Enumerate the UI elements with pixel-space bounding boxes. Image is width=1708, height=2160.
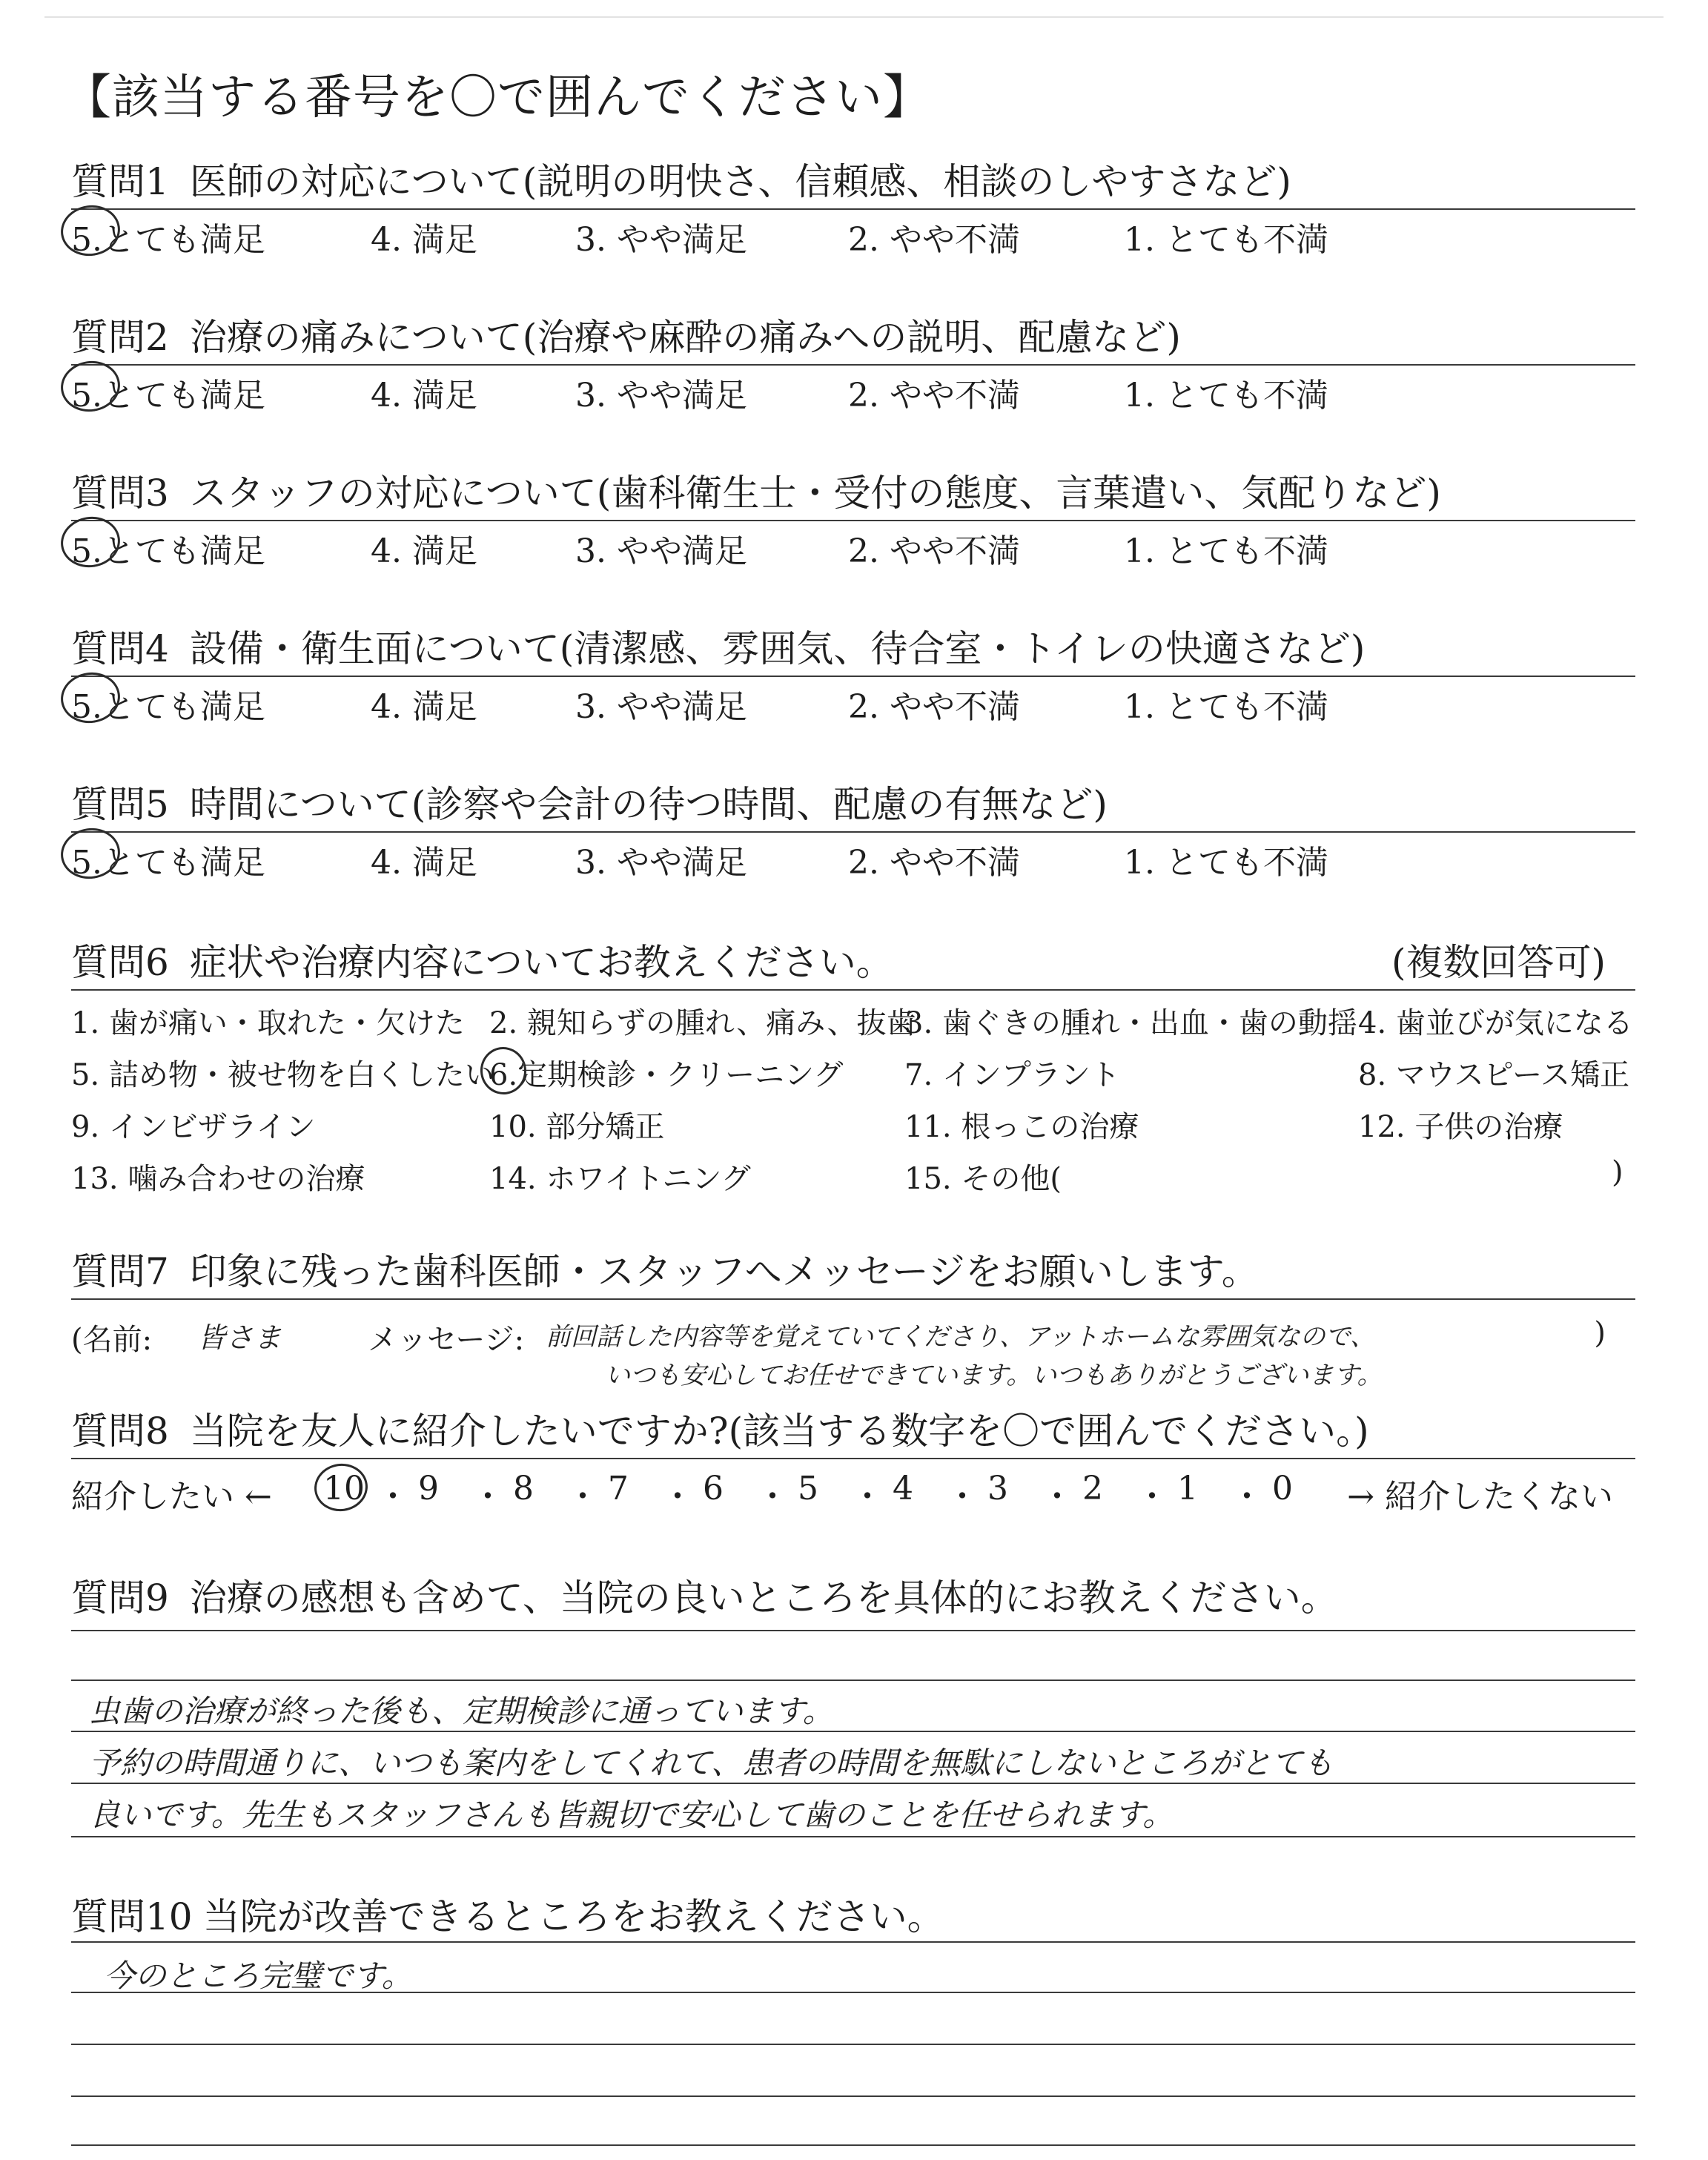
rating-options — [71, 366, 1635, 417]
rating-option[interactable]: 4. 満足 — [371, 532, 477, 570]
question-label: 質問4 — [71, 627, 169, 670]
scale-left-label: 紹介したい ← — [71, 1478, 272, 1516]
symptom-option[interactable]: 15. その他( — [904, 1162, 1062, 1196]
symptom-option[interactable]: 1. 歯が痛い・取れた・欠けた — [71, 1006, 465, 1040]
scale-separator-dot: ・ — [851, 1478, 884, 1516]
question-5 — [71, 775, 1635, 885]
scale-separator-dot: ・ — [1231, 1478, 1263, 1516]
answer-rule — [71, 1836, 1635, 1837]
rating-option[interactable]: 4. 満足 — [371, 844, 477, 882]
answer-rule — [71, 1630, 1635, 1631]
question-label: 質問1 — [71, 160, 169, 203]
question-label: 質問5 — [71, 783, 169, 826]
question-text: 当院を友人に紹介したいですか?(該当する数字を〇で囲んでください。) — [189, 1410, 1369, 1453]
answer-rule — [71, 1941, 1635, 1943]
question-1 — [71, 152, 1635, 262]
rating-option[interactable]: 3. やや満足 — [575, 844, 747, 882]
question-text: 設備・衛生面について(清潔感、雰囲気、待合室・トイレの快適さなど) — [189, 627, 1366, 670]
referral-score[interactable]: 1 — [1177, 1470, 1198, 1507]
question-label: 質問3 — [71, 472, 169, 515]
rating-options — [71, 210, 1635, 262]
rating-option[interactable]: 2. やや不満 — [848, 532, 1020, 570]
question-8 — [71, 1401, 1635, 1519]
referral-score[interactable]: 7 — [608, 1470, 629, 1507]
message-line-1: 前回話した内容等を覚えていてくださり、アットホームな雰囲気なので、 — [546, 1322, 1375, 1352]
question-3 — [71, 463, 1635, 573]
question-2 — [71, 308, 1635, 417]
symptom-option[interactable]: 7. インプラント — [904, 1058, 1120, 1092]
page-edge — [44, 16, 1664, 18]
question-6 — [71, 933, 1635, 1198]
scale-separator-dot: ・ — [661, 1478, 694, 1516]
question-text: 当院が改善できるところをお教えください。 — [202, 1895, 944, 1938]
rating-option[interactable]: 5.とても満足 — [71, 524, 265, 572]
symptom-option[interactable]: 3. 歯ぐきの腫れ・出血・歯の動揺 — [904, 1006, 1357, 1040]
q9-answer-line-1: 虫歯の治療が終った後も、定期検診に通っています。 — [89, 1693, 834, 1729]
answer-rule — [71, 1680, 1635, 1681]
question-text: 治療の痛みについて(治療や麻酔の痛みへの説明、配慮など) — [189, 316, 1181, 359]
scale-separator-dot: ・ — [377, 1478, 409, 1516]
question-label: 質問6 — [71, 941, 169, 984]
symptom-option[interactable]: 4. 歯並びが気になる — [1358, 1006, 1633, 1040]
rating-option[interactable]: 1. とても不満 — [1124, 377, 1328, 415]
message-close-paren: ) — [1594, 1316, 1606, 1350]
scale-separator-dot: ・ — [471, 1478, 504, 1516]
scale-separator-dot: ・ — [946, 1478, 979, 1516]
question-text: 症状や治療内容についてお教えください。 — [189, 941, 893, 984]
symptom-option[interactable]: 12. 子供の治療 — [1358, 1110, 1563, 1144]
answer-rule — [71, 2144, 1635, 2146]
rating-option[interactable]: 5.とても満足 — [71, 213, 265, 260]
q10-answer-line-1: 今のところ完璧です。 — [104, 1958, 413, 1994]
rating-option[interactable]: 4. 満足 — [371, 221, 477, 259]
symptom-option[interactable]: 5. 詰め物・被せ物を白くしたい — [71, 1058, 494, 1092]
rating-option[interactable]: 1. とても不満 — [1124, 688, 1328, 726]
question-label: 質問10 — [71, 1895, 193, 1938]
form-title: 【該当する番号を〇で囲んでください】 — [64, 70, 931, 125]
name-value: 皆さま — [197, 1321, 282, 1354]
scale-separator-dot: ・ — [1041, 1478, 1073, 1516]
referral-score[interactable]: 3 — [987, 1470, 1008, 1507]
rating-options — [71, 521, 1635, 573]
rating-option[interactable]: 3. やや満足 — [575, 377, 747, 415]
question-label: 質問7 — [71, 1250, 169, 1293]
rating-options — [71, 833, 1635, 885]
symptom-option[interactable]: 13. 噛み合わせの治療 — [71, 1162, 365, 1196]
symptom-option[interactable]: 14. ホワイトニング — [489, 1162, 751, 1196]
symptom-option[interactable]: 2. 親知らずの腫れ、痛み、抜歯 — [489, 1006, 916, 1040]
question-4 — [71, 619, 1635, 729]
referral-score[interactable]: 6 — [703, 1470, 724, 1507]
symptom-option[interactable]: 8. マウスピース矯正 — [1358, 1058, 1630, 1092]
rating-option[interactable]: 4. 満足 — [371, 377, 477, 415]
referral-score[interactable]: 10 — [323, 1470, 365, 1507]
name-label: (名前: — [71, 1323, 153, 1357]
referral-score[interactable]: 8 — [513, 1470, 534, 1507]
scale-separator-dot: ・ — [566, 1478, 599, 1516]
question-text: 時間について(診察や会計の待つ時間、配慮の有無など) — [189, 783, 1108, 826]
rating-options — [71, 677, 1635, 729]
question-9 — [71, 1568, 1635, 1625]
rating-option[interactable]: 2. やや不満 — [848, 377, 1020, 415]
question-10 — [71, 1887, 1635, 1943]
scale-right-label: → 紹介したくない — [1347, 1478, 1613, 1516]
question-text: 印象に残った歯科医師・スタッフへメッセージをお願いします。 — [189, 1250, 1259, 1293]
question-text: 治療の感想も含めて、当院の良いところを具体的にお教えください。 — [189, 1576, 1338, 1619]
referral-score[interactable]: 2 — [1082, 1470, 1103, 1507]
rating-option[interactable]: 5.とても満足 — [71, 836, 265, 883]
scale-separator-dot: ・ — [1136, 1478, 1168, 1516]
question-label: 質問8 — [71, 1410, 169, 1453]
referral-score[interactable]: 5 — [798, 1470, 818, 1507]
rating-option[interactable]: 3. やや満足 — [575, 532, 747, 570]
q9-answer-line-3: 良いです。先生もスタッフさんも皆親切で安心して歯のことを任せられます。 — [89, 1797, 1174, 1833]
answer-rule — [71, 2095, 1635, 2097]
symptom-option[interactable]: 6.定期検診・クリーニング — [489, 1058, 844, 1092]
scale-separator-dot: ・ — [756, 1478, 789, 1516]
rating-option[interactable]: 2. やや不満 — [848, 844, 1020, 882]
rating-option[interactable]: 5.とても満足 — [71, 680, 265, 727]
rating-option[interactable]: 2. やや不満 — [848, 221, 1020, 259]
multi-answer-hint: (複数回答可) — [1391, 941, 1606, 984]
rating-option[interactable]: 3. やや満足 — [575, 688, 747, 726]
rating-option[interactable]: 2. やや不満 — [848, 688, 1020, 726]
q9-answer-line-2: 予約の時間通りに、いつも案内をしてくれて、患者の時間を無駄にしないところがとても — [89, 1745, 1334, 1781]
referral-scale — [71, 1459, 1635, 1519]
question-text: 医師の対応について(説明の明快さ、信頼感、相談のしやすさなど) — [189, 160, 1291, 203]
rating-option[interactable]: 1. とても不満 — [1124, 532, 1328, 570]
rating-option[interactable]: 1. とても不満 — [1124, 221, 1328, 259]
message-line-2: いつも安心してお任せできています。いつもありがとうございます。 — [605, 1361, 1383, 1390]
rating-option[interactable]: 3. やや満足 — [575, 221, 747, 259]
question-text: スタッフの対応について(歯科衛生士・受付の態度、言葉遣い、気配りなど) — [189, 472, 1441, 515]
symptom-option[interactable]: 9. インビザライン — [71, 1110, 316, 1144]
referral-score[interactable]: 9 — [418, 1470, 439, 1507]
referral-score[interactable]: 0 — [1272, 1470, 1293, 1507]
symptom-options — [71, 991, 1635, 1198]
question-7 — [71, 1242, 1635, 1389]
rating-option[interactable]: 1. とても不満 — [1124, 844, 1328, 882]
symptom-option[interactable]: 11. 根っこの治療 — [904, 1110, 1139, 1144]
answer-rule — [71, 2044, 1635, 2045]
symptom-option: ) — [1612, 1155, 1623, 1189]
rating-option[interactable]: 4. 満足 — [371, 688, 477, 726]
question-label: 質問9 — [71, 1576, 169, 1619]
rating-option[interactable]: 5.とても満足 — [71, 369, 265, 416]
question-label: 質問2 — [71, 316, 169, 359]
message-label: メッセージ: — [368, 1323, 525, 1357]
symptom-option[interactable]: 10. 部分矯正 — [489, 1110, 665, 1144]
referral-score[interactable]: 4 — [893, 1470, 913, 1507]
